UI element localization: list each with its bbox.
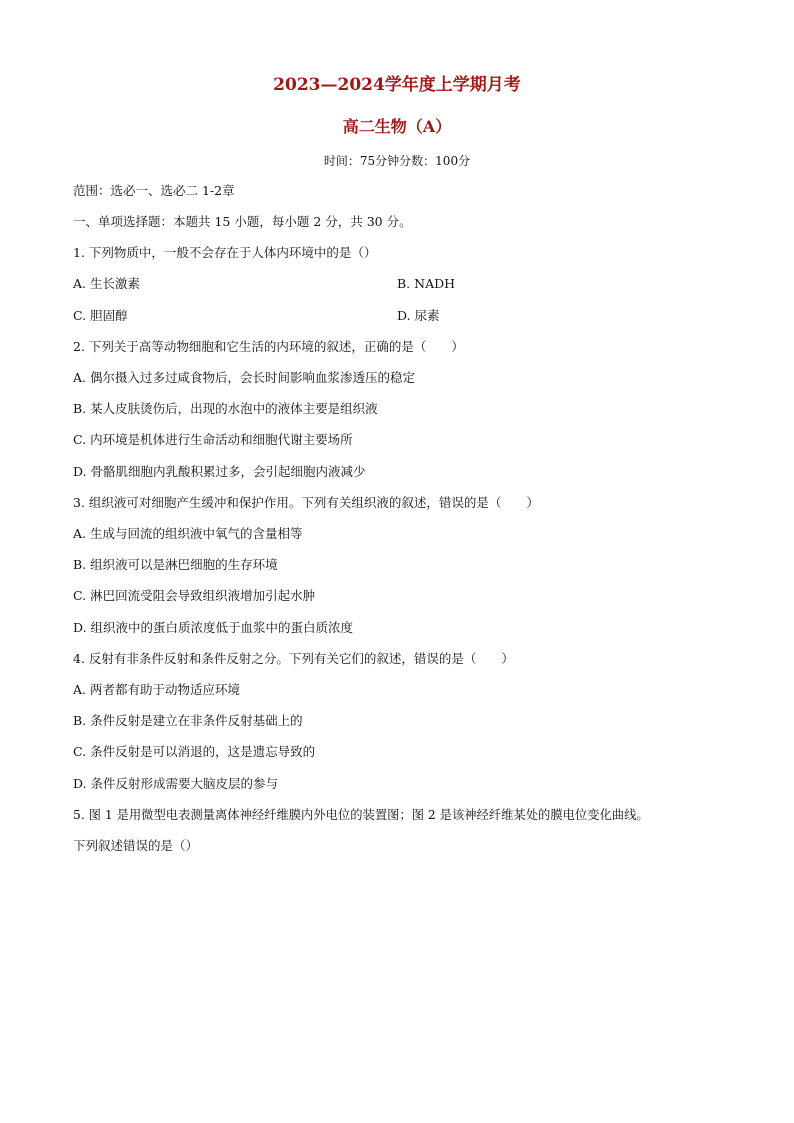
question-3-option-d: D. 组织液中的蛋白质浓度低于血浆中的蛋白质浓度 [73,620,354,635]
question-1-option-b: B. NADH [397,276,456,291]
question-4-option-b: B. 条件反射是建立在非条件反射基础上的 [73,713,303,728]
question-4-stem: 4. 反射有非条件反射和条件反射之分。下列有关它们的叙述，错误的是（ ） [73,651,514,666]
question-1-option-d: D. 尿素 [397,308,440,323]
question-3-option-a: A. 生成与回流的组织液中氧气的含量相等 [73,526,303,541]
question-1-option-a: A. 生长激素 [73,276,140,291]
question-3-option-c: C. 淋巴回流受阻会导致组织液增加引起水肿 [73,588,316,603]
question-3-stem: 3. 组织液可对细胞产生缓冲和保护作用。下列有关组织液的叙述，错误的是（ ） [73,495,539,510]
question-2-stem: 2. 下列关于高等动物细胞和它生活的内环境的叙述，正确的是（ ） [73,339,464,354]
exam-title: 2023—2024学年度上学期月考 [273,75,521,95]
question-2-option-d: D. 骨骼肌细胞内乳酸积累过多，会引起细胞内液减少 [73,464,366,479]
question-2-option-c: C. 内环境是机体进行生命活动和细胞代谢主要场所 [73,432,353,447]
scope-line: 范围：选必一、选必二 1-2章 [73,183,235,198]
question-4-option-c: C. 条件反射是可以消退的，这是遗忘导致的 [73,744,316,759]
question-1-option-c: C. 胆固醇 [73,308,128,323]
question-5-stem-continued: 下列叙述错误的是（） [73,838,199,853]
exam-subtitle: 高二生物（A） [342,117,452,136]
time-score-line: 时间：75分钟分数：100分 [323,154,471,168]
question-1-stem: 1. 下列物质中，一般不会存在于人体内环境中的是（） [73,245,377,260]
section-heading: 一、单项选择题：本题共 15 小题，每小题 2 分，共 30 分。 [73,214,412,229]
question-2-option-b: B. 某人皮肤烫伤后，出现的水泡中的液体主要是组织液 [73,401,378,416]
question-5-stem: 5. 图 1 是用微型电表测量离体神经纤维膜内外电位的装置图；图 2 是该神经纤维某处的膜电位变化曲线。 [73,808,649,822]
question-3-option-b: B. 组织液可以是淋巴细胞的生存环境 [73,557,278,572]
question-4-option-a: A. 两者都有助于动物适应环境 [73,682,240,697]
question-2-option-a: A. 偶尔摄入过多过咸食物后，会长时间影响血浆渗透压的稳定 [73,370,415,385]
question-4-option-d: D. 条件反射形成需要大脑皮层的参与 [73,776,279,791]
